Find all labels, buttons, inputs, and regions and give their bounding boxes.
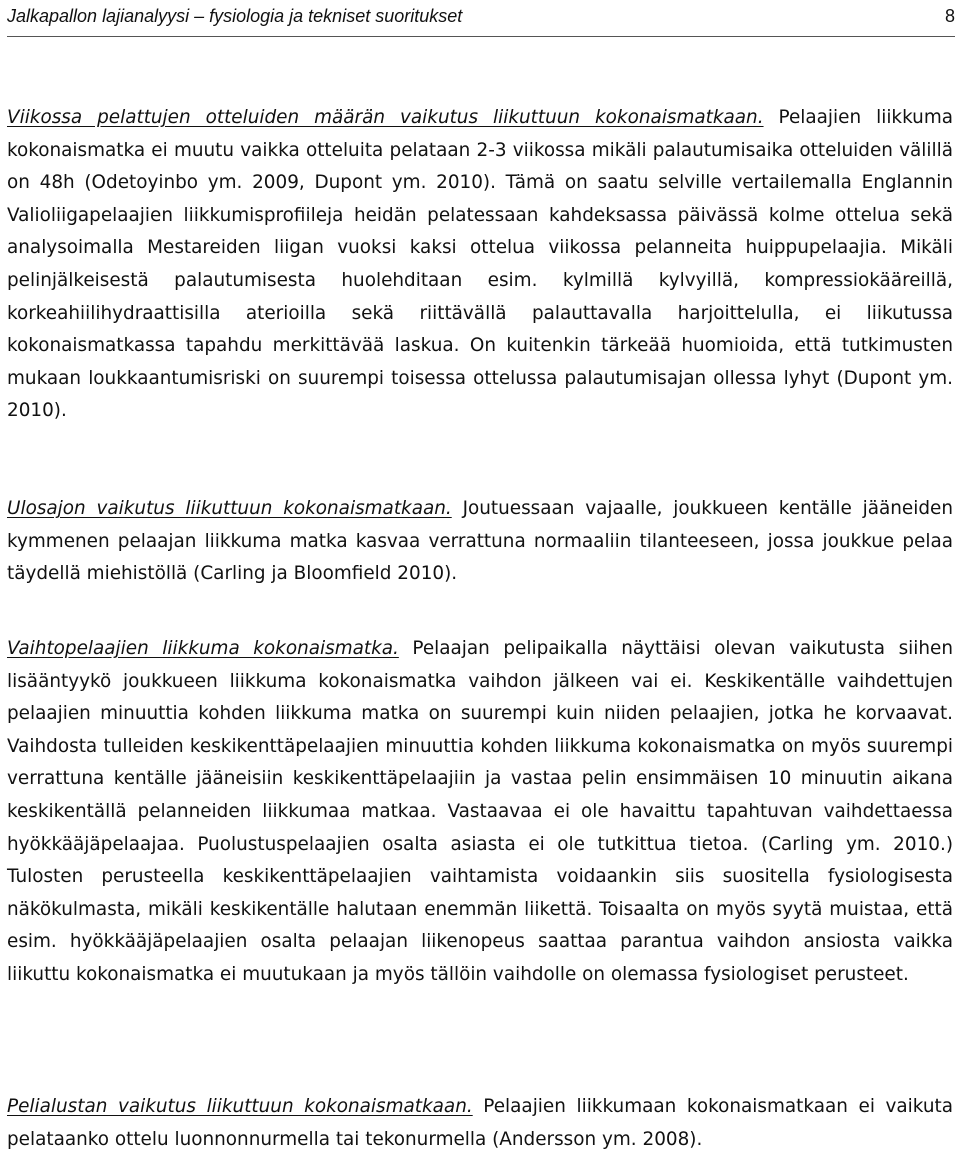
running-title: Jalkapallon lajianalyysi – fysiologia ja tekniset suoritukset [7,6,463,26]
paragraph-body: Pelaajan pelipaikalla näyttäisi olevan vaikutusta siihen lisääntyykö joukkueen liikkuma kokonaismatka vaihdon jälkeen vai ei. Keskikentälle vaihdettujen pelaajien minuuttia kohden liikkuma matka on suurempi kuin niiden pelaajien, jotka he korvaavat. Vaihdosta tulleiden keskikenttäpelaajien minuuttia kohden liikkuma kokonaismatka on myös suurempi verrattuna kentälle jääneisiin keskikenttäpelaajiin ja vastaa pelin ensimmäisen 10 minuutin aikana keskikentällä pelanneiden liikkumaa matkaa. Vastaavaa ei ole havaittu tapahtuvan vaihdettaessa hyökkääjäpelaajaa. Puolustuspelaajien osalta asiasta ei ole tutkittua tietoa. (Carling ym. 2010.) Tulosten perusteella keskikenttäpelaajien vaihtamista voidaankin siis suositella fysiologisesta näkökulmasta, mikäli keskikentälle halutaan enemmän liikettä. Toisaalta on myös syytä muistaa, että esim. hyökkääjäpelaajien osalta pelaajan liikenopeus saattaa parantua vaihdon ansiosta vaikka liikuttu kokonaismatka ei muutukaan ja myös tällöin vaihdolle on olemassa fysiologiset perusteet. [7,638,954,985]
paragraph-match-frequency [7,102,953,428]
paragraph-heading: Ulosajon vaikutus liikuttuun kokonaismatkaan. [7,498,452,519]
paragraph-body: Pelaajien liikkumaan kokonaismatkaan ei vaikuta pelataanko ottelu luonnonnurmella tai tekonurmella (Andersson ym. 2008). [7,1096,954,1150]
page-number: 8 [944,6,955,26]
paragraph-surface [7,1091,953,1156]
paragraph-substitutes [7,633,953,992]
paragraph-heading: Pelialustan vaikutus liikuttuun kokonaismatkaan. [7,1096,473,1117]
paragraph-body: Pelaajien liikkuma kokonaismatka ei muutu vaikka otteluita pelataan 2-3 viikossa mikäli palautumisaika otteluiden välillä on 48h (Odetoyinbo ym. 2009, Dupont ym. 2010). Tämä on saatu selville vertailemalla Englannin Valioliigapelaajien liikkumisprofiileja heidän pelatessaan kahdeksassa päivässä kolme ottelua sekä analysoimalla Mestareiden liigan vuoksi kaksi ottelua viikossa pelanneita huippupelaajia. Mikäli pelinjälkeisestä palautumisesta huolehditaan esim. kylmillä kylvyillä, kompressiokääreillä, korkeahiilihydraattisilla aterioilla sekä riittävällä palauttavalla harjoittelulla, ei liikutussa kokonaismatkassa tapahdu merkittävää laskua. On kuitenkin tärkeää huomioida, että tutkimusten mukaan loukkaantumisriski on suurempi toisessa ottelussa palautumisajan ollessa lyhyt (Dupont ym. 2010). [7,107,953,422]
paragraph-red-card [7,493,953,591]
paragraph-heading: Vaihtopelaajien liikkuma kokonaismatka. [7,638,399,659]
paragraph-body: Joutuessaan vajaalle, joukkueen kentälle jääneiden kymmenen pelaajan liikkuma matka kasvaa verrattuna normaaliin tilanteeseen, jossa joukkue pelaa täydellä miehistöllä (Carling ja Bloomfield 2010). [7,498,953,585]
page-header [7,6,955,37]
paragraph-heading: Viikossa pelattujen otteluiden määrän vaikutus liikuttuun kokonaismatkaan. [7,107,764,128]
